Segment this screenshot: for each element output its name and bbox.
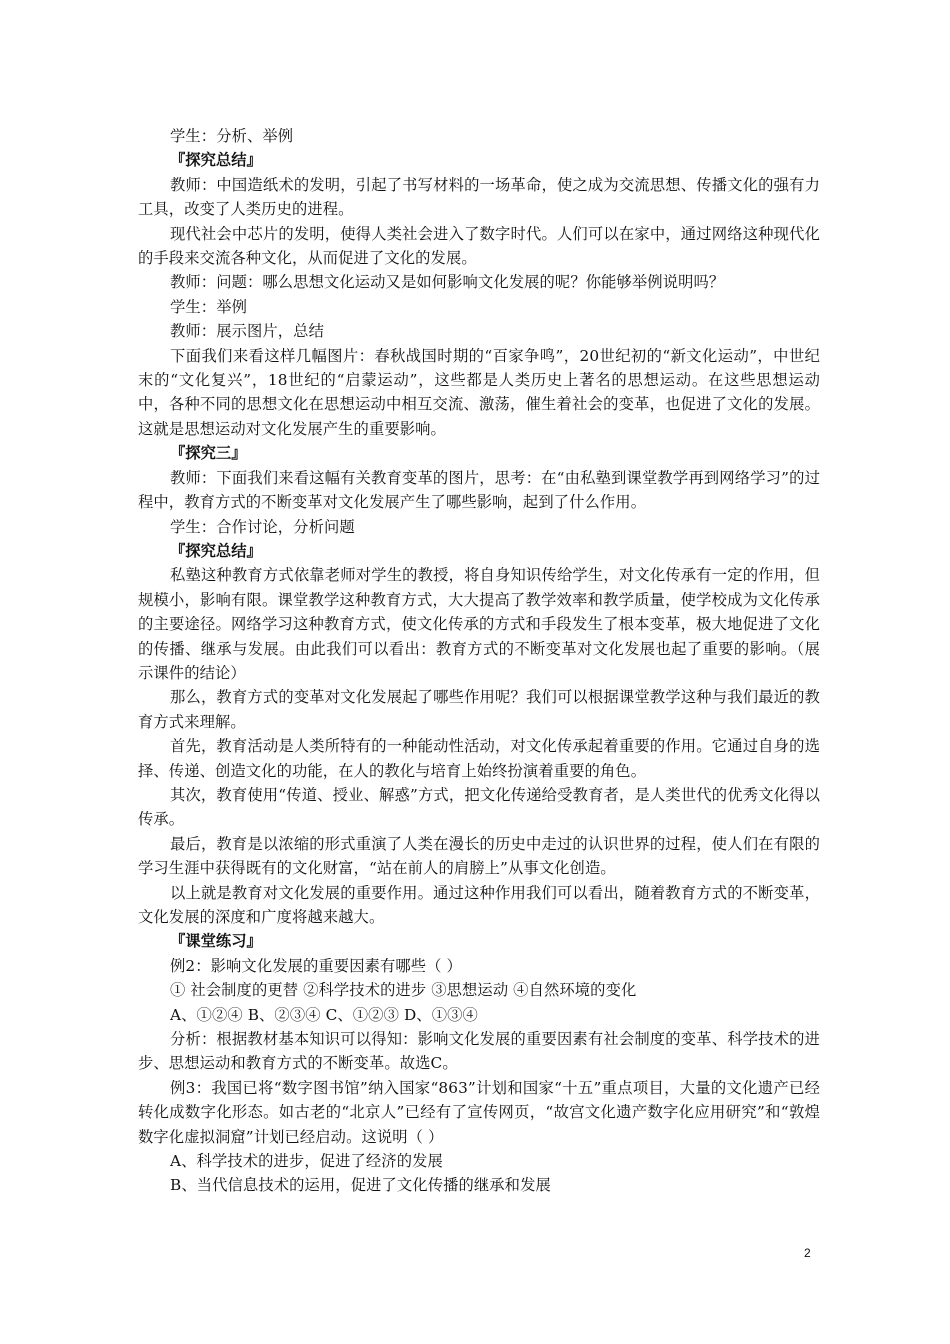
section-heading: 『探究三』	[170, 444, 247, 463]
section-heading: 『课堂练习』	[170, 932, 262, 951]
page-number: 2	[804, 1246, 811, 1260]
section-heading: 『探究总结』	[170, 541, 262, 560]
paragraph: 其次，教育使用“传道、授业、解惑”方式，把文化传递给受教育者，是人类世代的优秀文化得以传承。	[138, 785, 820, 829]
choice-b: B、当代信息技术的运用，促进了文化传播的继承和发展	[170, 1176, 551, 1195]
paragraph: 首先，教育活动是人类所特有的一种能动性活动，对文化传承起着重要的作用。它通过自身的选择、传递、创造文化的功能，在人的教化与培育上始终扮演着重要的角色。	[138, 737, 820, 780]
paragraph: 教师：中国造纸术的发明，引起了书写材料的一场革命，使之成为交流思想、传播文化的强有力工具，改变了人类历史的进程。	[138, 175, 820, 219]
paragraph: 学生：合作讨论，分析问题	[170, 517, 355, 536]
paragraph: 现代社会中芯片的发明，使得人类社会进入了数字时代。人们可以在家中，通过网络这种现代化的手段来交流各种文化，从而促进了文化的发展。	[138, 224, 820, 268]
document-body	[138, 124, 820, 1198]
paragraph: 下面我们来看这样几幅图片：春秋战国时期的“百家争鸣”，20世纪初的“新文化运动”，中世纪末的“文化复兴”，18世纪的“启蒙运动”，这些都是人类历史上著名的思想运动。在这些思想运动中，各种不同的思想文化在思想运动中相互交流、激荡，催生着社会的变革，也促进了文化的发展。这就是思想运动对文化发展产生的重要影响。	[138, 346, 820, 438]
paragraph: 以上就是教育对文化发展的重要作用。通过这种作用我们可以看出，随着教育方式的不断变革，文化发展的深度和广度将越来越大。	[138, 883, 820, 926]
paragraph: 教师：问题：哪么思想文化运动又是如何影响文化发展的呢？你能够举例说明吗？	[170, 273, 725, 292]
paragraph: 那么，教育方式的变革对文化发展起了哪些作用呢？我们可以根据课堂教学这种与我们最近的教育方式来理解。	[138, 688, 820, 731]
paragraph: 教师：下面我们来看这幅有关教育变革的图片，思考：在“由私塾到课堂教学再到网络学习”的过程中，教育方式的不断变革对文化发展产生了哪些影响，起到了什么作用。	[138, 468, 820, 512]
paragraph: 学生：举例	[170, 297, 247, 316]
section-heading: 『探究总结』	[170, 151, 262, 170]
choice-a: A、科学技术的进步，促进了经济的发展	[170, 1152, 443, 1171]
paragraph: 教师：展示图片，总结	[170, 322, 324, 341]
question-options: ① 社会制度的更替 ②科学技术的进步 ③思想运动 ④自然环境的变化	[170, 981, 637, 1000]
question-text: 例2：影响文化发展的重要因素有哪些（ ）	[170, 956, 462, 975]
paragraph: 私塾这种教育方式依靠老师对学生的教授，将自身知识传给学生，对文化传承有一定的作用，但规模小，影响有限。课堂教学这种教育方式，大大提高了教学效率和教学质量，使学校成为文化传承的主要途径。网络学习这种教育方式，使文化传承的方式和手段发生了根本变革，极大地促进了文化的传播、继承与发展。由此我们可以看出：教育方式的不断变革对文化发展也起了重要的影响。（展示课件的结论）	[138, 566, 820, 682]
question-text: 例3：我国已将“数字图书馆”纳入国家“863”计划和国家“十五”重点项目，大量的文化遗产已经转化成数字化形态。如古老的“北京人”已经有了宣传网页，“故宫文化遗产数字化应用研究”和“敦煌数字化虚拟洞窟”计划已经启动。这说明（ ）	[138, 1078, 820, 1146]
paragraph: 学生：分析、举例	[170, 127, 294, 145]
analysis-text: 分析：根据教材基本知识可以得知：影响文化发展的重要因素有社会制度的变革、科学技术的进步、思想运动和教育方式的不断变革。故选C。	[138, 1030, 820, 1073]
paragraph: 最后，教育是以浓缩的形式重演了人类在漫长的历史中走过的认识世界的过程，使人们在有限的学习生涯中获得既有的文化财富，“站在前人的肩膀上”从事文化创造。	[138, 834, 820, 878]
question-choices: A、①②④ B、②③④ C、①②③ D、①③④	[170, 1005, 478, 1024]
